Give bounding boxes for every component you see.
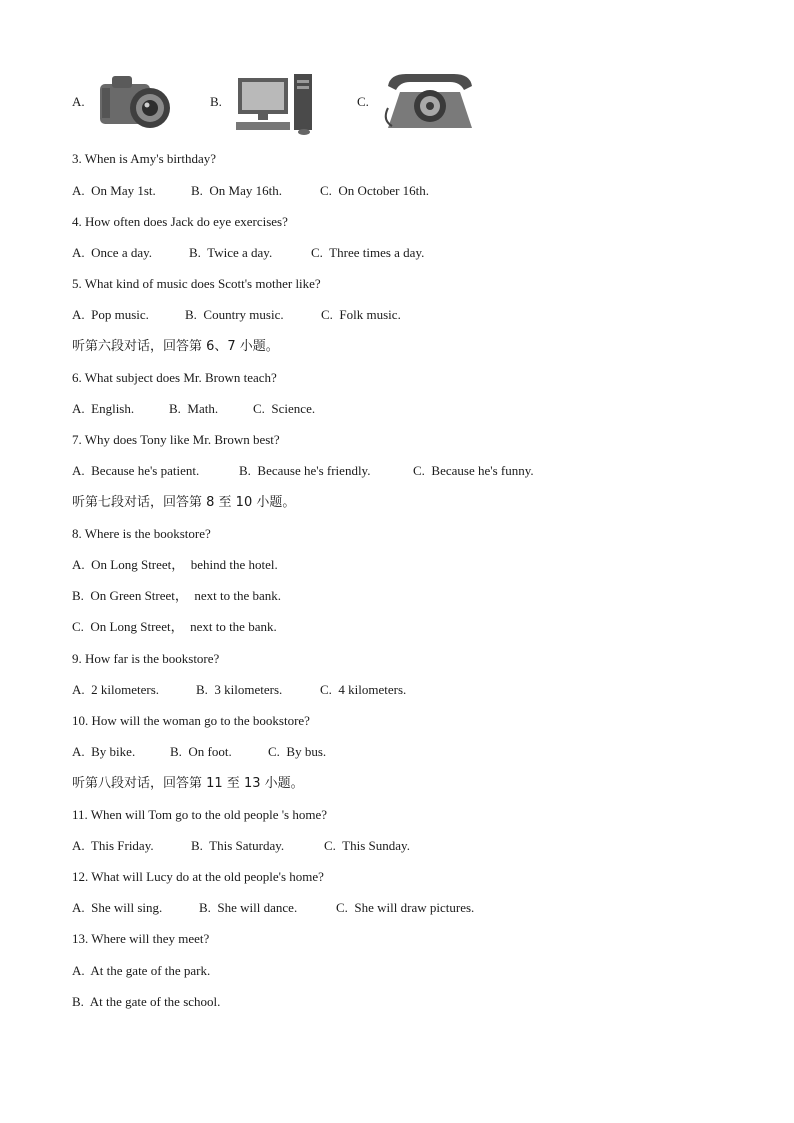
q13-option-b[interactable]: B. At the gate of the school.: [72, 994, 221, 1009]
q9-option-b[interactable]: B. 3 kilometers.: [196, 682, 283, 697]
q3-option-b[interactable]: B. On May 16th.: [191, 183, 282, 198]
q12-option-b[interactable]: B. She will dance.: [199, 900, 298, 915]
q10-option-b[interactable]: B. On foot.: [170, 744, 232, 759]
question-8: 8. Where is the bookstore?: [72, 526, 211, 541]
q5-option-c[interactable]: C. Folk music.: [321, 307, 401, 322]
question-9: 9. How far is the bookstore?: [72, 651, 220, 666]
q9-option-a[interactable]: A. 2 kilometers.: [72, 682, 160, 697]
q7-option-a[interactable]: A. Because he's patient.: [72, 463, 200, 478]
q5-option-a[interactable]: A. Pop music.: [72, 307, 149, 322]
question-5: 5. What kind of music does Scott's mother like?: [72, 276, 321, 291]
q7-option-b[interactable]: B. Because he's friendly.: [239, 463, 371, 478]
question-3: 3. When is Amy's birthday?: [72, 151, 217, 166]
q11-option-c[interactable]: C. This Sunday.: [324, 838, 410, 853]
desktop-computer-icon[interactable]: [234, 72, 316, 136]
q4-option-c[interactable]: C. Three times a day.: [311, 245, 425, 260]
section-6-heading: 听第六段对话，回答第 6、7 小题。: [72, 339, 279, 354]
question-6: 6. What subject does Mr. Brown teach?: [72, 370, 277, 385]
question-12: 12. What will Lucy do at the old people's home?: [72, 869, 324, 884]
q4-option-b[interactable]: B. Twice a day.: [189, 245, 273, 260]
q8-option-b[interactable]: B. On Green Street， next to the bank.: [72, 588, 282, 603]
q11-option-b[interactable]: B. This Saturday.: [191, 838, 285, 853]
q7-option-c[interactable]: C. Because he's funny.: [413, 463, 534, 478]
question-4: 4. How often does Jack do eye exercises?: [72, 214, 288, 229]
q13-option-a[interactable]: A. At the gate of the park.: [72, 963, 211, 978]
q10-option-a[interactable]: A. By bike.: [72, 744, 136, 759]
question-13: 13. Where will they meet?: [72, 931, 210, 946]
camera-icon[interactable]: [98, 70, 174, 134]
option-c-label[interactable]: C.: [357, 94, 369, 109]
q9-option-c[interactable]: C. 4 kilometers.: [320, 682, 407, 697]
q12-option-c[interactable]: C. She will draw pictures.: [336, 900, 475, 915]
picture-options-row: [72, 66, 532, 138]
q10-option-c[interactable]: C. By bus.: [268, 744, 327, 759]
q3-option-c[interactable]: C. On October 16th.: [320, 183, 430, 198]
option-b-label[interactable]: B.: [210, 94, 222, 109]
q5-option-b[interactable]: B. Country music.: [185, 307, 284, 322]
q4-option-a[interactable]: A. Once a day.: [72, 245, 153, 260]
q12-option-a[interactable]: A. She will sing.: [72, 900, 163, 915]
q11-option-a[interactable]: A. This Friday.: [72, 838, 154, 853]
section-7-heading: 听第七段对话，回答第 8 至 10 小题。: [72, 495, 296, 510]
q3-option-a[interactable]: A. On May 1st.: [72, 183, 156, 198]
question-11: 11. When will Tom go to the old people 's home?: [72, 807, 328, 822]
q8-option-c[interactable]: C. On Long Street， next to the bank.: [72, 619, 277, 634]
q8-option-a[interactable]: A. On Long Street， behind the hotel.: [72, 557, 278, 572]
section-8-heading: 听第八段对话，回答第 11 至 13 小题。: [72, 776, 304, 791]
question-7: 7. Why does Tony like Mr. Brown best?: [72, 432, 280, 447]
q6-option-a[interactable]: A. English.: [72, 401, 135, 416]
question-10: 10. How will the woman go to the bookstore?: [72, 713, 310, 728]
q6-option-c[interactable]: C. Science.: [253, 401, 316, 416]
q6-option-b[interactable]: B. Math.: [169, 401, 219, 416]
option-a-label[interactable]: A.: [72, 94, 85, 109]
rotary-telephone-icon[interactable]: [380, 68, 480, 134]
